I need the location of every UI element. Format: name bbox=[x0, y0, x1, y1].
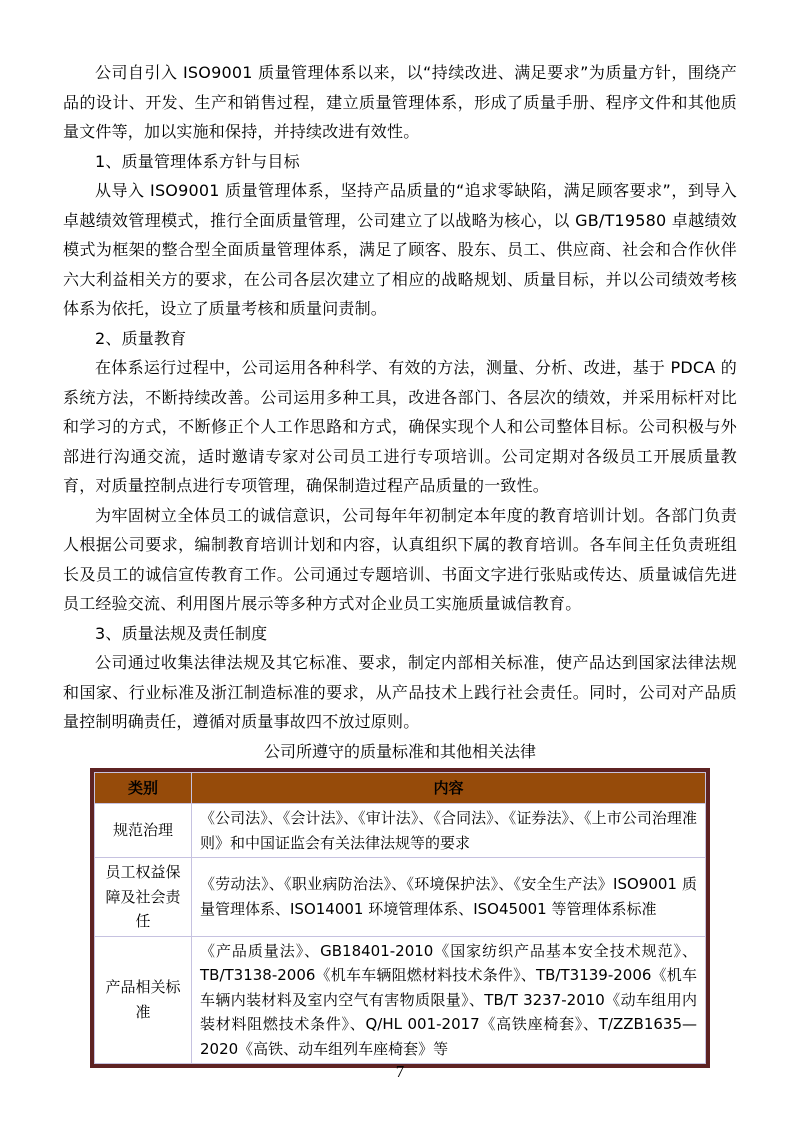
standards-table-grid bbox=[94, 772, 706, 1065]
category-cell: 规范治理 bbox=[95, 804, 192, 858]
document-body bbox=[63, 58, 737, 1068]
table-row-employee-rights bbox=[95, 858, 706, 937]
paragraph-quality-system-intro: 公司自引入 ISO9001 质量管理体系以来，以“持续改进、满足要求”为质量方针，围绕产品的设计、开发、生产和销售过程，建立质量管理体系，形成了质量手册、程序文件和其他质量文件等，加以实施和保持，并持续改进有效性。 bbox=[63, 63, 737, 141]
table-header-row bbox=[95, 772, 706, 804]
paragraph-regulations-responsibility: 公司通过收集法律法规及其它标准、要求，制定内部相关标准，使产品达到国家法律法规和国家、行业标准及浙江制造标准的要求，从产品技术上践行社会责任。同时，公司对产品质量控制明确责任，遵循对质量事故四不放过原则。 bbox=[63, 653, 737, 731]
paragraph-quality-education: 在体系运行过程中，公司运用各种科学、有效的方法，测量、分析、改进，基于 PDCA 的系统方法，不断持续改善。公司运用多种工具，改进各部门、各层次的绩效，并采用标杆对比和学习的方式，不断修正个人工作思路和方式，确保实现个人和公司整体目标。公司积极与外部进行沟通交流，适时邀请专家对公司员工进行专项培训。公司定期对各级员工开展质量教育，对质量控制点进行专项管理，确保制造过程产品质量的一致性。 bbox=[63, 358, 737, 495]
table-row-governance bbox=[95, 804, 706, 858]
content-cell: 《劳动法》、《职业病防治法》、《环境保护法》、《安全生产法》ISO9001 质量管理体系、ISO14001 环境管理体系、ISO45001 等管理体系标准 bbox=[192, 858, 706, 937]
category-cell: 员工权益保障及社会责任 bbox=[95, 858, 192, 937]
paragraph-policy-goals: 从导入 ISO9001 质量管理体系，坚持产品质量的“追求零缺陷，满足顾客要求”，到导入卓越绩效管理模式，推行全面质量管理，公司建立了以战略为核心，以 GB/T19580 卓越绩效模式为框架的整合型全面质量管理体系，满足了顾客、股东、员工、供应商、社会和合作伙伴六大利益相关方的要求，在公司各层次建立了相应的战略规划、质量目标，并以公司绩效考核体系为依托，设立了质量考核和质量问责制。 bbox=[63, 181, 737, 318]
content-cell: 《公司法》、《会计法》、《审计法》、《合同法》、《证券法》、《上市公司治理准则》和中国证监会有关法律法规等的要求 bbox=[192, 804, 706, 858]
paragraph-integrity-education: 为牢固树立全体员工的诚信意识，公司每年年初制定本年度的教育培训计划。各部门负责人根据公司要求，编制教育培训计划和内容，认真组织下属的教育培训。各车间主任负责班组长及员工的诚信宣传教育工作。公司通过专题培训、书面文字进行张贴或传达、质量诚信先进员工经验交流、利用图片展示等多种方式对企业员工实施质量诚信教育。 bbox=[63, 505, 737, 613]
content-cell: 《产品质量法》、GB18401-2010《国家纺织产品基本安全技术规范》、TB/T3138-2006《机车车辆阻燃材料技术条件》、TB/T3139-2006《机车车辆内装材料及室内空气有害物质限量》、TB/T 3237-2010《动车组用内装材料阻燃技术条件》、Q/HL 001-2017《高铁座椅套》、T/ZZB1635—2020《高铁、动车组列车座椅套》等 bbox=[192, 936, 706, 1064]
category-cell: 产品相关标准 bbox=[95, 936, 192, 1064]
column-header-content: 内容 bbox=[192, 772, 706, 804]
table-row-product-standards bbox=[95, 936, 706, 1064]
heading-2-quality-education: 2、质量教育 bbox=[95, 328, 187, 348]
column-header-category: 类别 bbox=[95, 772, 192, 804]
heading-3-regulations-responsibility: 3、质量法规及责任制度 bbox=[95, 623, 268, 643]
page-number: 7 bbox=[395, 1062, 405, 1081]
table-caption: 公司所遵守的质量标准和其他相关法律 bbox=[263, 741, 536, 761]
standards-table bbox=[90, 768, 710, 1069]
heading-1-policy-goals: 1、质量管理体系方针与目标 bbox=[95, 151, 300, 171]
